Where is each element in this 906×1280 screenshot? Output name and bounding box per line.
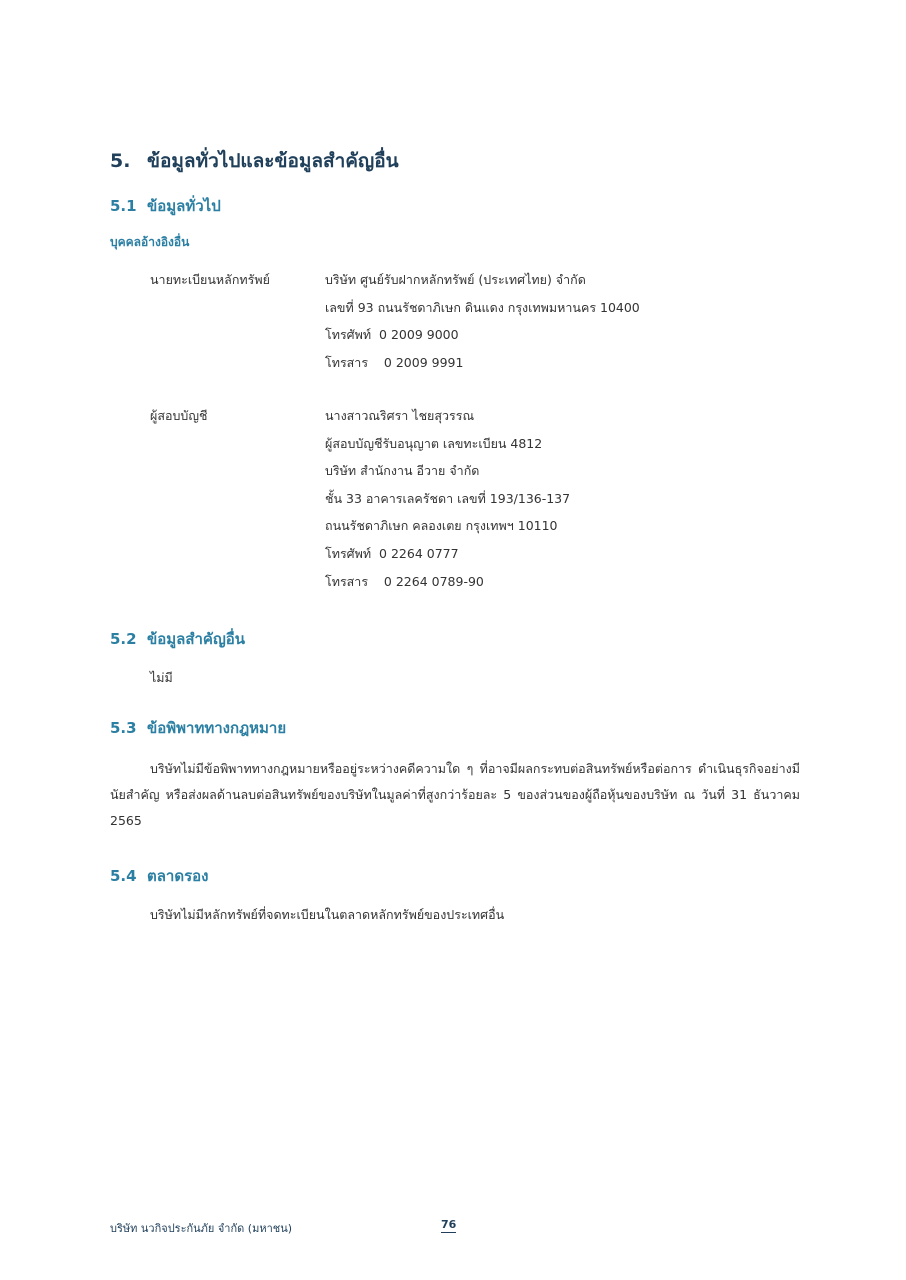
auditor-line: ผู้สอบบัญชีรับอนุญาต เลขทะเบียน 4812: [325, 435, 543, 451]
section-5-2-body: ไม่มี: [150, 670, 173, 685]
section-5-2-title: ข้อมูลสำคัญอื่น: [147, 630, 245, 648]
auditor-line: ชั้น 33 อาคารเลครัชดา เลขที่ 193/136-137: [325, 490, 571, 506]
footer-company-name: บริษัท นวกิจประกันภัย จำกัด (มหาชน): [110, 1222, 293, 1235]
section-5-3-title: ข้อพิพาททางกฎหมาย: [147, 719, 287, 737]
section-5-4-body: บริษัทไม่มีหลักทรัพย์ที่จดทะเบียนในตลาดหลักทรัพย์ของประเทศอื่น: [150, 907, 505, 922]
section-5-1-title: ข้อมูลทั่วไป: [147, 197, 221, 215]
section-5-1-heading: [110, 194, 221, 218]
auditor-line: โทรสาร 0 2264 0789-90: [325, 573, 484, 589]
auditor-line: ถนนรัชดาภิเษก คลองเตย กรุงเทพฯ 10110: [325, 518, 558, 534]
section-5-heading: [110, 146, 399, 176]
registrar-line: บริษัท ศูนย์รับฝากหลักทรัพย์ (ประเทศไทย) จำกัด: [325, 272, 586, 287]
other-references-heading: บุคคลอ้างอิงอื่น: [110, 235, 190, 249]
page-number: 76: [441, 1218, 457, 1231]
auditor-line: บริษัท สำนักงาน อีวาย จำกัด: [325, 463, 480, 479]
section-5-4-title: ตลาดรอง: [147, 867, 209, 885]
auditor-details: [325, 406, 570, 599]
auditor-label: ผู้สอบบัญชี: [150, 408, 208, 423]
section-5-3-body: บริษัทไม่มีข้อพิพาททางกฎหมายหรืออยู่ระหว่างคดีความใด ๆ ที่อาจมีผลกระทบต่อสินทรัพย์หรือต่อการ ดำเนินธุรกิจอย่างมีนัยสำคัญ หรือส่งผลด้านลบต่อสินทรัพย์ของบริษัทในมูลค่าที่สูงกว่าร้อยละ 5 ของส่วนของผู้ถือหุ้นของบริษัท ณ วันที่ 31 ธันวาคม 2565: [110, 761, 800, 828]
section-5-3-heading: [110, 716, 286, 740]
section-5-2-heading: [110, 627, 245, 651]
registrar-line: โทรศัพท์ 0 2009 9000: [325, 327, 459, 343]
section-5-1-number: 5.1: [110, 197, 137, 215]
section-5-2-number: 5.2: [110, 630, 137, 648]
section-5-title: ข้อมูลทั่วไปและข้อมูลสำคัญอื่น: [147, 150, 399, 172]
registrar-label: นายทะเบียนหลักทรัพย์: [150, 272, 270, 287]
auditor-line: โทรศัพท์ 0 2264 0777: [325, 545, 459, 561]
registrar-details: [325, 270, 640, 380]
registrar-line: โทรสาร 0 2009 9991: [325, 354, 464, 370]
auditor-line: นางสาวณริศรา ไชยสุวรรณ: [325, 408, 475, 423]
section-5-4-heading: [110, 864, 209, 888]
registrar-line: เลขที่ 93 ถนนรัชดาภิเษก ดินแดง กรุงเทพมหานคร 10400: [325, 299, 640, 315]
section-5-3-number: 5.3: [110, 719, 137, 737]
section-5-number: 5.: [110, 150, 131, 172]
section-5-4-number: 5.4: [110, 867, 137, 885]
